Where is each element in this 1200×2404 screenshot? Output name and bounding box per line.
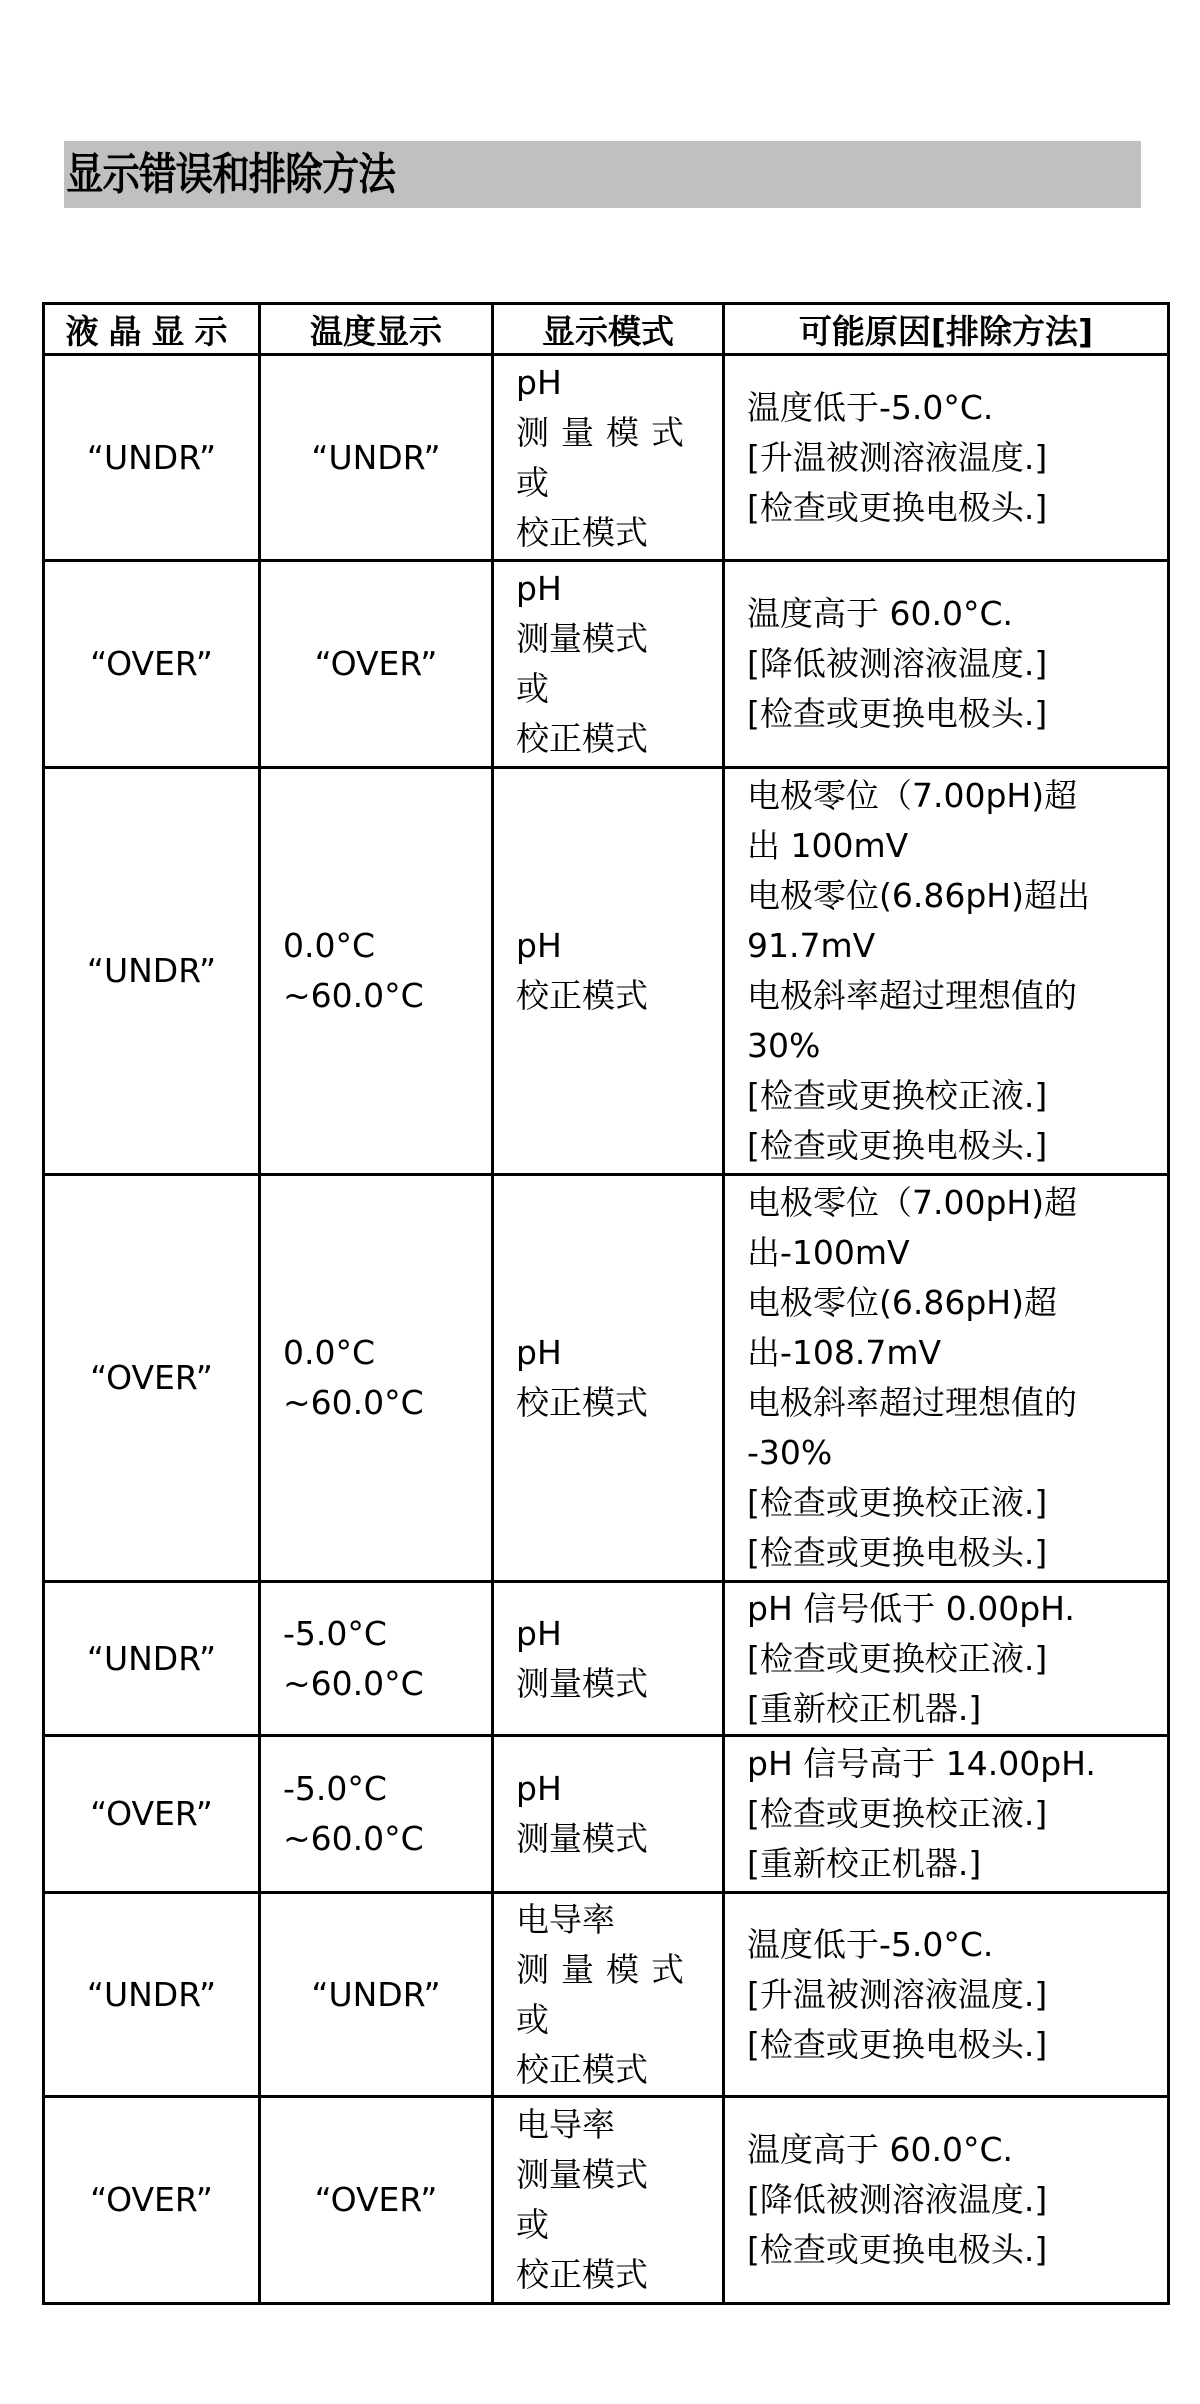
cause-line: [升温被测溶液温度.] (747, 1974, 1048, 2014)
temperature-display-cell (260, 1175, 493, 1582)
temperature-value: 0.0°C (283, 926, 376, 965)
cause-line: 电极斜率超过理想值的 (747, 976, 1077, 1015)
cause-line: 电极零位(6.86pH)超出 (747, 876, 1090, 915)
lcd-display-cell (44, 561, 260, 768)
possible-cause-cell (724, 1736, 1169, 1893)
header-row (44, 304, 1169, 355)
section-title-bar (64, 141, 1141, 208)
possible-cause-cell (724, 2097, 1169, 2304)
temperature-display-cell (260, 2097, 493, 2304)
temperature-value: ~60.0°C (283, 976, 424, 1015)
possible-cause-cell (724, 1175, 1169, 1582)
cause-line: [检查或更换电极头.] (747, 1533, 1048, 1572)
lcd-display-value: “UNDR” (86, 1638, 217, 1678)
cause-line: [重新校正机器.] (747, 1688, 982, 1728)
cause-line: [检查或更换电极头.] (747, 1126, 1048, 1165)
cause-line: [检查或更换校正液.] (747, 1076, 1048, 1115)
display-mode-line: 或 (516, 1999, 549, 2039)
display-mode-line: 测量模式 (516, 619, 648, 658)
display-mode-line: 电导率 (516, 2105, 615, 2144)
header-lcd-display: 液晶显示 (44, 304, 260, 355)
cause-line: pH 信号低于 0.00pH. (747, 1588, 1075, 1628)
possible-cause-cell (724, 768, 1169, 1175)
display-mode-line: 或 (516, 669, 549, 708)
display-mode-line: pH (516, 1769, 562, 1808)
temperature-value: “UNDR” (311, 437, 441, 477)
display-mode-line: pH (516, 1333, 562, 1372)
display-mode-cell (493, 1736, 724, 1893)
cause-line: 30% (747, 1026, 821, 1065)
cause-line: [检查或更换电极头.] (747, 2024, 1048, 2064)
possible-cause-cell (724, 1893, 1169, 2097)
lcd-display-value: “OVER” (90, 1794, 213, 1833)
cause-line: 电极斜率超过理想值的 (747, 1383, 1077, 1422)
temperature-display-cell (260, 561, 493, 768)
lcd-display-cell (44, 355, 260, 561)
header-temperature-display: 温度显示 (260, 304, 493, 355)
lcd-display-value: “UNDR” (86, 1974, 217, 2014)
cause-line: 出 100mV (747, 826, 909, 865)
cause-line: [检查或更换校正液.] (747, 1794, 1048, 1833)
display-mode-line: 校正模式 (516, 512, 648, 552)
lcd-display-value: “UNDR” (86, 951, 217, 990)
cause-line: [检查或更换校正液.] (747, 1483, 1048, 1522)
display-mode-cell (493, 1893, 724, 2097)
display-mode-cell (493, 2097, 724, 2304)
temperature-value: “UNDR” (311, 1974, 441, 2014)
error-table (42, 302, 1170, 2305)
temperature-value: -5.0°C (283, 1613, 387, 1653)
display-mode-cell (493, 1175, 724, 1582)
cause-line: -30% (747, 1433, 833, 1472)
lcd-display-cell (44, 768, 260, 1175)
display-mode-cell (493, 768, 724, 1175)
cause-line: 温度高于 60.0°C. (747, 594, 1013, 633)
cause-line: [检查或更换电极头.] (747, 694, 1048, 733)
table-row (44, 1582, 1169, 1736)
display-mode-line: 测量模式 (516, 1819, 648, 1858)
temperature-display-cell (260, 355, 493, 561)
display-mode-line: pH (516, 926, 562, 965)
lcd-display-cell (44, 1175, 260, 1582)
display-mode-line: 测量模式 (516, 1949, 696, 1989)
temperature-value: ~60.0°C (283, 1663, 424, 1703)
display-mode-cell (493, 355, 724, 561)
cause-line: [降低被测溶液温度.] (747, 644, 1048, 683)
display-mode-line: 电导率 (516, 1899, 615, 1939)
display-mode-cell (493, 1582, 724, 1736)
cause-line: [检查或更换校正液.] (747, 1638, 1048, 1678)
lcd-display-cell (44, 1582, 260, 1736)
temperature-value: “OVER” (314, 2180, 438, 2219)
table-row (44, 1893, 1169, 2097)
cause-line: 温度低于-5.0°C. (747, 1924, 994, 1964)
temperature-value: ~60.0°C (283, 1383, 424, 1422)
cause-line: 温度高于 60.0°C. (747, 2130, 1013, 2169)
temperature-value: ~60.0°C (283, 1819, 424, 1858)
temperature-display-cell (260, 1893, 493, 2097)
possible-cause-cell (724, 1582, 1169, 1736)
table-row (44, 2097, 1169, 2304)
display-mode-line: 测量模式 (516, 412, 696, 452)
cause-line: pH 信号高于 14.00pH. (747, 1744, 1096, 1783)
display-mode-line: pH (516, 1613, 562, 1653)
possible-cause-cell (724, 355, 1169, 561)
cause-line: [升温被测溶液温度.] (747, 437, 1048, 477)
cause-line: [降低被测溶液温度.] (747, 2180, 1048, 2219)
display-mode-line: 测量模式 (516, 2155, 648, 2194)
temperature-display-cell (260, 768, 493, 1175)
lcd-display-value: “OVER” (90, 1358, 213, 1397)
section-title: 显示错误和排除方法 (66, 149, 395, 200)
display-mode-line: pH (516, 362, 562, 402)
display-mode-line: pH (516, 569, 562, 608)
cause-line: 出-100mV (747, 1233, 910, 1272)
lcd-display-value: “UNDR” (86, 437, 217, 477)
lcd-display-cell (44, 1736, 260, 1893)
display-mode-line: 校正模式 (516, 1383, 648, 1422)
cause-line: 91.7mV (747, 926, 876, 965)
display-mode-line: 校正模式 (516, 2255, 648, 2294)
cause-line: [检查或更换电极头.] (747, 2230, 1048, 2269)
table-row (44, 355, 1169, 561)
display-mode-line: 或 (516, 2205, 549, 2244)
table-row (44, 1736, 1169, 1893)
cause-line: 温度低于-5.0°C. (747, 387, 994, 427)
display-mode-line: 校正模式 (516, 976, 648, 1015)
temperature-display-cell (260, 1582, 493, 1736)
temperature-value: 0.0°C (283, 1333, 376, 1372)
cause-line: 电极零位（7.00pH)超 (747, 776, 1078, 815)
temperature-value: -5.0°C (283, 1769, 387, 1808)
table-row (44, 1175, 1169, 1582)
cause-line: [检查或更换电极头.] (747, 487, 1048, 527)
cause-line: 出-108.7mV (747, 1333, 942, 1372)
temperature-display-cell (260, 1736, 493, 1893)
cause-line: 电极零位(6.86pH)超 (747, 1283, 1057, 1322)
lcd-display-cell (44, 1893, 260, 2097)
display-mode-line: 测量模式 (516, 1663, 648, 1703)
table-row (44, 561, 1169, 768)
cause-line: 电极零位（7.00pH)超 (747, 1183, 1078, 1222)
cause-line: [重新校正机器.] (747, 1844, 982, 1883)
display-mode-cell (493, 561, 724, 768)
header-possible-cause: 可能原因[排除方法] (724, 304, 1169, 355)
possible-cause-cell (724, 561, 1169, 768)
temperature-value: “OVER” (314, 644, 438, 683)
display-mode-line: 或 (516, 462, 549, 502)
lcd-display-value: “OVER” (90, 2180, 213, 2219)
display-mode-line: 校正模式 (516, 719, 648, 758)
table-row (44, 768, 1169, 1175)
header-display-mode: 显示模式 (493, 304, 724, 355)
display-mode-line: 校正模式 (516, 2049, 648, 2089)
lcd-display-value: “OVER” (90, 644, 213, 683)
lcd-display-cell (44, 2097, 260, 2304)
